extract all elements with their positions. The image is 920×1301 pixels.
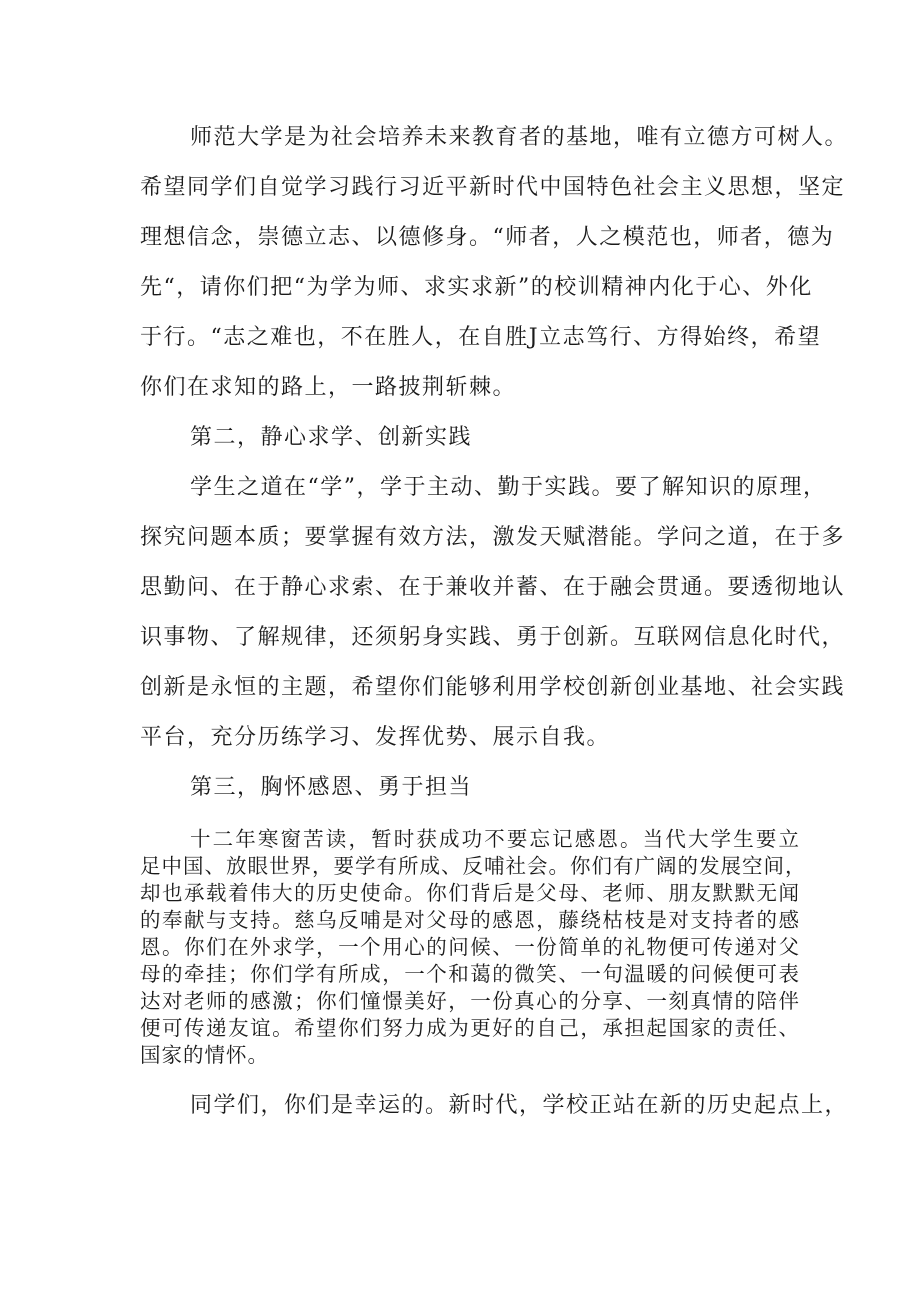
paragraph-1-line-6: 你们在求知的路上，一路披荆斩棘。 — [140, 375, 517, 400]
paragraph-3-line-7: 达对老师的感激；你们憧憬美好，一份真心的分享、一刻真情的陪伴 — [140, 989, 800, 1013]
paragraph-1-line-1: 师范大学是为社会培养未来教育者的基地，唯有立德方可树人。 — [190, 125, 849, 150]
paragraph-3-line-1: 十二年寒窗苦读，暂时获成功不要忘记感恩。当代大学生要立 — [190, 827, 800, 851]
paragraph-2-line-6: 平台，充分历练学习、发挥优势、展示自我。 — [140, 725, 611, 750]
paragraph-3-line-3: 却也承载着伟大的历史使命。你们背后是父母、老师、朋友默默无闻 — [140, 881, 800, 905]
paragraph-3-line-5: 恩。你们在外求学，一个用心的问候、一份简单的礼物便可传递对父 — [140, 935, 800, 959]
paragraph-3-line-4: 的奉献与支持。慈乌反哺是对父母的感恩，藤绕枯枝是对支持者的感 — [140, 908, 800, 932]
paragraph-2-line-3: 思勤问、在于静心求索、在于兼收并蓄、在于融会贯通。要透彻地认 — [140, 575, 846, 600]
paragraph-2-line-5: 创新是永恒的主题，希望你们能够利用学校创新创业基地、社会实践 — [140, 675, 846, 700]
paragraph-1-line-2: 希望同学们自觉学习践行习近平新时代中国特色社会主义思想，坚定 — [140, 175, 846, 200]
paragraph-3-line-9: 国家的情怀。 — [140, 1043, 269, 1067]
paragraph-3-line-6: 母的牵挂；你们学有所成，一个和蔼的微笑、一句温暖的问候便可表 — [140, 962, 800, 986]
paragraph-2-line-4: 识事物、了解规律，还须躬身实践、勇于创新。互联网信息化时代， — [140, 625, 846, 650]
paragraph-2-line-1: 学生之道在“学”，学于主动、勤于实践。要了解知识的原理， — [190, 475, 827, 500]
paragraph-4-line-1: 同学们，你们是幸运的。新时代，学校正站在新的历史起点上， — [190, 1093, 849, 1118]
paragraph-3-line-8: 便可传递友谊。希望你们努力成为更好的自己，承担起国家的责任、 — [140, 1016, 800, 1040]
paragraph-3-line-2: 足中国、放眼世界，要学有所成、反哺社会。你们有广阔的发展空间， — [140, 854, 807, 878]
paragraph-2-line-2: 探究问题本质；要掌握有效方法，激发天赋潜能。学问之道，在于多 — [140, 525, 846, 550]
paragraph-1-line-3: 理想信念，崇德立志、以德修身。“师者，人之模范也，师者，德为 — [140, 225, 835, 250]
paragraph-1-line-4: 先“，请你们把“为学为师、求实求新”的校训精神内化于心、外化 — [140, 275, 813, 300]
section-heading-3: 第三，胸怀感恩、勇于担当 — [190, 775, 473, 800]
paragraph-1-line-5: 于行。“志之难也，不在胜人，在自胜J立志笃行、方得始终，希望 — [140, 325, 822, 350]
section-heading-2: 第二，静心求学、创新实践 — [190, 425, 473, 450]
